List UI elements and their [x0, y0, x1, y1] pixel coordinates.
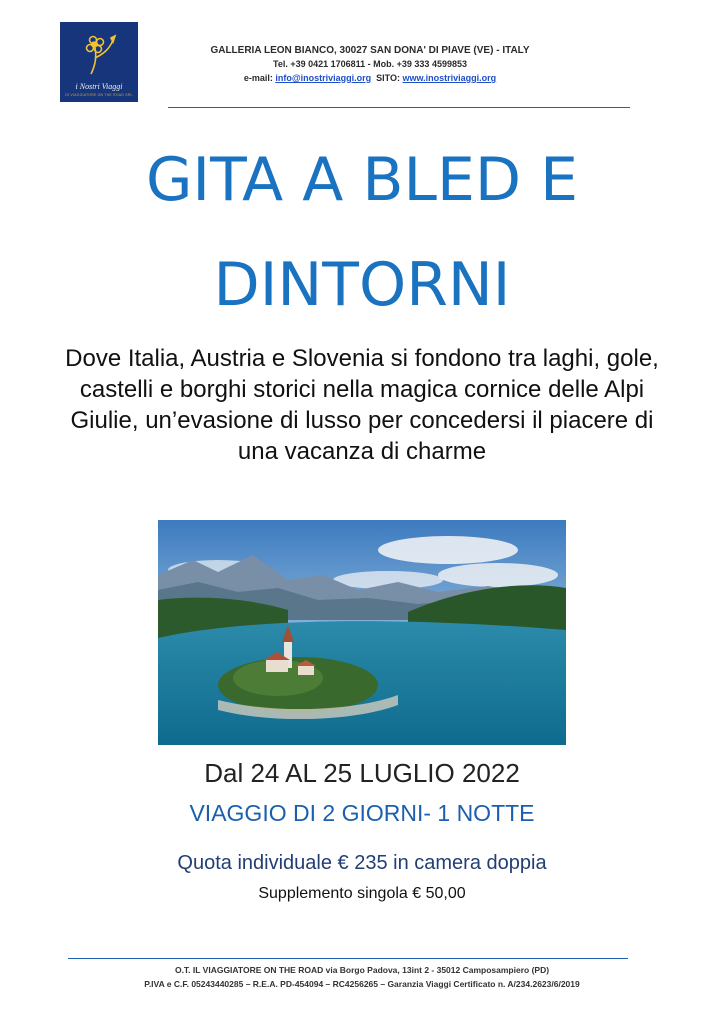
trip-length: VIAGGIO DI 2 GIORNI- 1 NOTTE [189, 800, 535, 826]
agency-phones: Tel. +39 0421 1706811 - Mob. +39 333 4599853 [273, 59, 467, 69]
price-per-person: Quota individuale € 235 in camera doppia [177, 852, 547, 874]
email-label: e-mail: [243, 73, 273, 83]
trip-description: Dove Italia, Austria e Slovenia si fondono tra laghi, gole, castelli e borghi storici nella magica cornice delle Alpi Giulie, un’evasione di lusso per concedersi il piacere di una vacanza di charme [65, 345, 659, 465]
logo-name: i Nostri Viaggi [75, 82, 123, 91]
footer-operator: O.T. IL VIAGGIATORE ON THE ROAD via Borgo Padova, 13int 2 - 35012 Camposampiero (PD) [174, 965, 550, 975]
page-title-line-2: DINTORNI [213, 250, 511, 320]
header-divider [168, 107, 630, 108]
agency-contacts [175, 73, 565, 83]
lake-bled-photo [158, 520, 566, 745]
trip-dates: Dal 24 AL 25 LUGLIO 2022 [204, 758, 520, 788]
logo-subtitle: DI VIAGGIATORE ON THE ROAD SRL [65, 93, 133, 97]
footer-divider [68, 958, 628, 959]
footer-legal: P.IVA e C.F. 05243440285 – R.E.A. PD-454094 – RC4256265 – Garanzia Viaggi Certificato n. A/234.2623/6/2019 [144, 979, 580, 989]
brand-logo [60, 22, 138, 102]
site-label: SITO: [376, 73, 400, 83]
website-link[interactable]: www.inostriviaggi.org [402, 73, 497, 83]
flower-logo-icon [81, 32, 117, 76]
page-title-line-1: GITA A BLED E [145, 145, 579, 215]
email-link[interactable]: info@inostriviaggi.org [275, 73, 372, 83]
agency-address: GALLERIA LEON BIANCO, 30027 SAN DONA' DI PIAVE (VE) - ITALY [210, 45, 530, 56]
single-supplement: Supplemento singola € 50,00 [258, 885, 466, 902]
